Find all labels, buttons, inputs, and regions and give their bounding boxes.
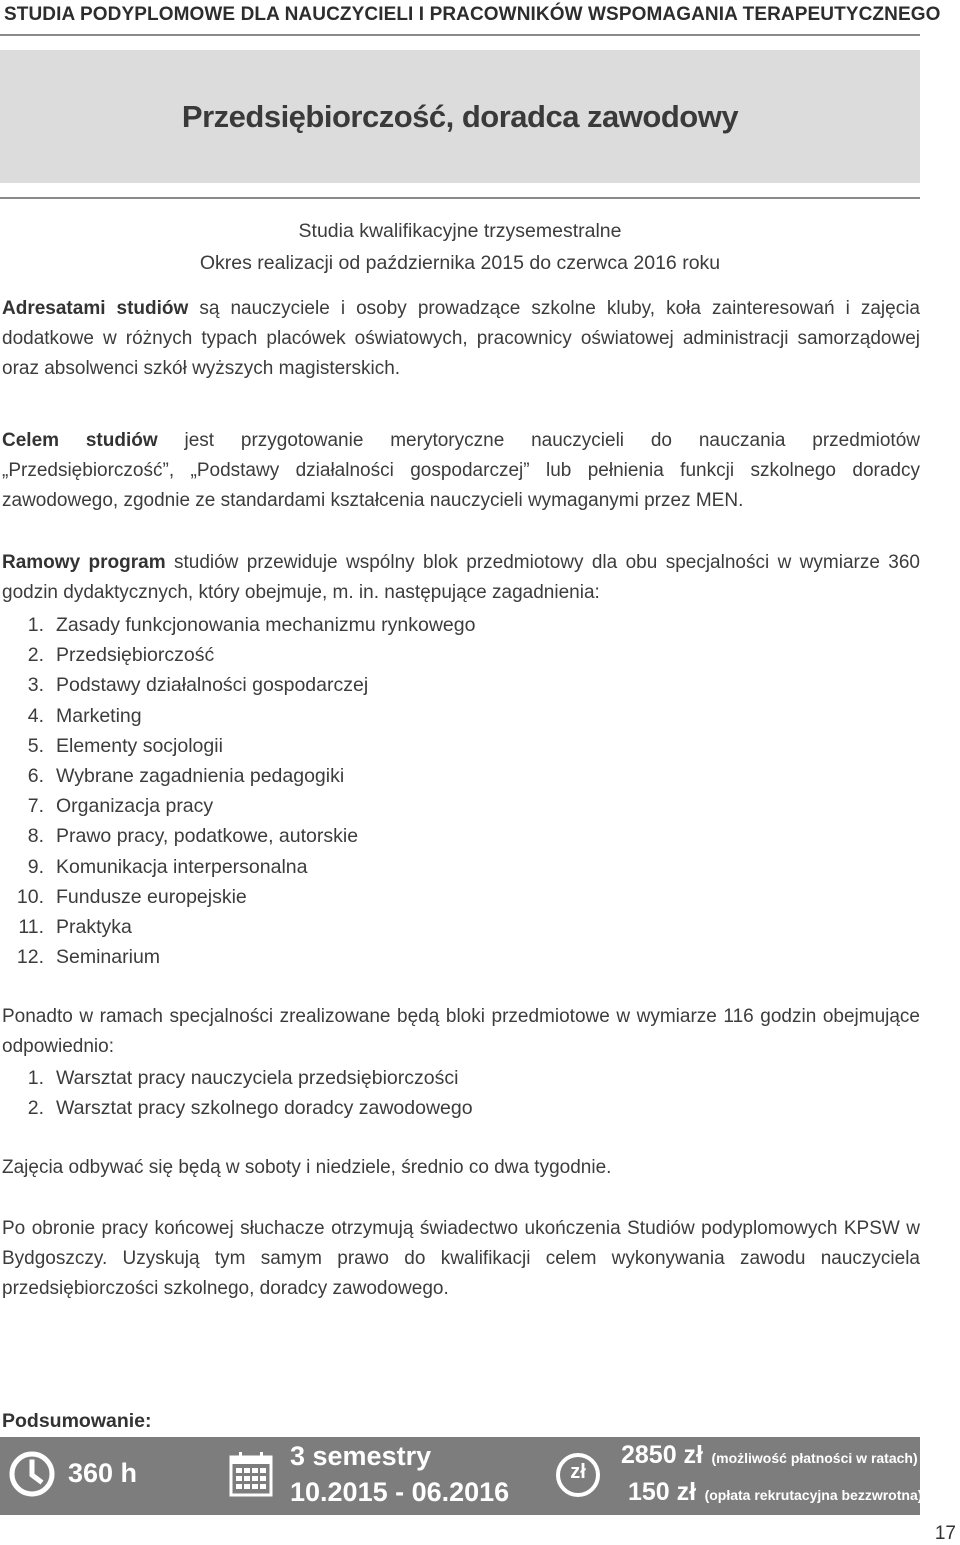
- program-list: [0, 610, 700, 972]
- paragraph-program: [2, 548, 920, 608]
- paragraph-specjalnosci: Ponadto w ramach specjalności zrealizowane będą bloki przedmiotowe w wymiarze 116 godzin obejmujące odpowiednio:: [2, 1006, 920, 1057]
- list-item: [0, 912, 700, 942]
- summary-fee-note: (opłata rekrutacyjna bezzwrotna): [704, 1487, 923, 1503]
- zloty-glyph: zł: [570, 1461, 586, 1483]
- list-item: [0, 610, 700, 640]
- list-item-number: 1.: [27, 1067, 44, 1089]
- list-item-number: 9.: [27, 855, 44, 878]
- summary-period: 10.2015 - 06.2016: [290, 1477, 510, 1507]
- paragraph-text: są nauczyciele i osoby prowadzące szkolne kluby, koła zainteresowań i zajęcia dodatkowe w różnych typach placówek oświatowych, pracownicy oświatowej administracji samorządowej oraz absolwenci szkół wyższych magisterskich.: [2, 298, 920, 379]
- list-item: [0, 852, 700, 882]
- summary-semesters: 3 semestry: [290, 1441, 432, 1471]
- list-item: [0, 701, 700, 731]
- paragraph-text: jest przygotowanie merytoryczne nauczycieli do nauczania przedmiotów „Przedsiębiorczość”, „Podstawy działalności gospodarczej” lub pełnienia funkcji szkolnego doradcy zawodowego, zgodnie ze standardami kształcenia nauczycieli wymaganymi przez MEN.: [2, 430, 920, 511]
- summary-price: 2850 zł: [621, 1441, 704, 1469]
- list-item-label: Podstawy działalności gospodarczej: [56, 674, 369, 697]
- list-item-label: Przedsiębiorczość: [56, 644, 215, 667]
- paragraph-lead: Ramowy program: [2, 552, 166, 573]
- list-item-label: Warsztat pracy nauczyciela przedsiębiorczości: [56, 1067, 459, 1089]
- list-item-number: 11.: [18, 916, 44, 939]
- summary-fee-line: [628, 1478, 922, 1507]
- title-band: [0, 50, 920, 183]
- clock-icon: [8, 1450, 56, 1503]
- list-item-number: 2.: [27, 1097, 44, 1120]
- list-item-label: Organizacja pracy: [56, 795, 214, 818]
- header-rule: [0, 34, 920, 36]
- summary-fee: 150 zł: [628, 1478, 697, 1506]
- paragraph-lead: Celem studiów: [2, 430, 158, 451]
- list-item-label: Marketing: [56, 704, 142, 727]
- summary-label: Podsumowanie:: [2, 1410, 152, 1432]
- list-item-number: 10.: [16, 885, 44, 908]
- list-item-number: 3.: [27, 674, 44, 697]
- list-item: [0, 882, 700, 912]
- page-title: Przedsiębiorczość, doradca zawodowy: [181, 98, 739, 134]
- summary-price-note: (możliwość płatności w ratach): [711, 1450, 918, 1466]
- calendar-icon: [229, 1451, 273, 1502]
- summary-price-line: [621, 1441, 918, 1470]
- list-item-number: 2.: [27, 644, 44, 667]
- list-item: [0, 640, 700, 670]
- list-item-label: Fundusze europejskie: [56, 885, 247, 908]
- subtitle-line-1: Studia kwalifikacyjne trzysemestralne: [298, 220, 622, 242]
- list-item: [0, 1093, 700, 1123]
- list-item-label: Elementy socjologii: [56, 734, 223, 757]
- page-number: 17: [934, 1523, 956, 1544]
- list-item-number: 1.: [27, 614, 44, 636]
- paragraph-zajecia: Zajęcia odbywać się będą w soboty i niedziele, średnio co dwa tygodnie.: [2, 1157, 612, 1178]
- specialization-list: [0, 1063, 700, 1123]
- list-item-number: 7.: [27, 795, 44, 818]
- list-item-label: Warsztat pracy szkolnego doradcy zawodowego: [56, 1097, 473, 1120]
- list-item-label: Prawo pracy, podatkowe, autorskie: [56, 825, 359, 848]
- paragraph-cel: [2, 426, 920, 516]
- list-item: [0, 670, 700, 700]
- list-item: [0, 791, 700, 821]
- list-item-number: 4.: [27, 704, 44, 727]
- list-item: [0, 942, 700, 972]
- list-item-label: Zasady funkcjonowania mechanizmu rynkowego: [56, 614, 476, 636]
- header-title: STUDIA PODYPLOMOWE DLA NAUCZYCIELI I PRACOWNIKÓW WSPOMAGANIA TERAPEUTYCZNEGO: [4, 4, 941, 25]
- list-item: [0, 1063, 700, 1093]
- summary-hours: 360 h: [68, 1458, 138, 1488]
- paragraph-swiadectwo: Po obronie pracy końcowej słuchacze otrzymują świadectwo ukończenia Studiów podyplomowych KPSW w Bydgoszczy. Uzyskują tym samym prawo do kwalifikacji celem wykonywania zawodu nauczyciela przedsiębiorczości szkolnego, doradcy zawodowego.: [2, 1218, 920, 1299]
- list-item-number: 8.: [27, 825, 44, 848]
- paragraph-lead: Adresatami studiów: [2, 298, 189, 319]
- list-item: [0, 731, 700, 761]
- list-item-number: 12.: [16, 946, 44, 969]
- list-item-label: Komunikacja interpersonalna: [56, 855, 308, 878]
- list-item-label: Praktyka: [56, 916, 132, 939]
- list-item: [0, 821, 700, 851]
- summary-bar: [0, 1437, 923, 1515]
- list-item-number: 6.: [27, 765, 44, 788]
- title-rule: [0, 197, 920, 199]
- list-item-label: Seminarium: [56, 946, 161, 969]
- paragraph-text: studiów przewiduje wspólny blok przedmiotowy dla obu specjalności w wymiarze 360 godzin dydaktycznych, który obejmuje, m. in. następujące zagadnienia:: [2, 552, 920, 603]
- subtitle-line-2: Okres realizacji od października 2015 do czerwca 2016 roku: [199, 252, 721, 274]
- list-item-number: 5.: [27, 734, 44, 757]
- list-item-label: Wybrane zagadnienia pedagogiki: [56, 765, 345, 788]
- list-item: [0, 761, 700, 791]
- paragraph-adresaci: [2, 294, 920, 384]
